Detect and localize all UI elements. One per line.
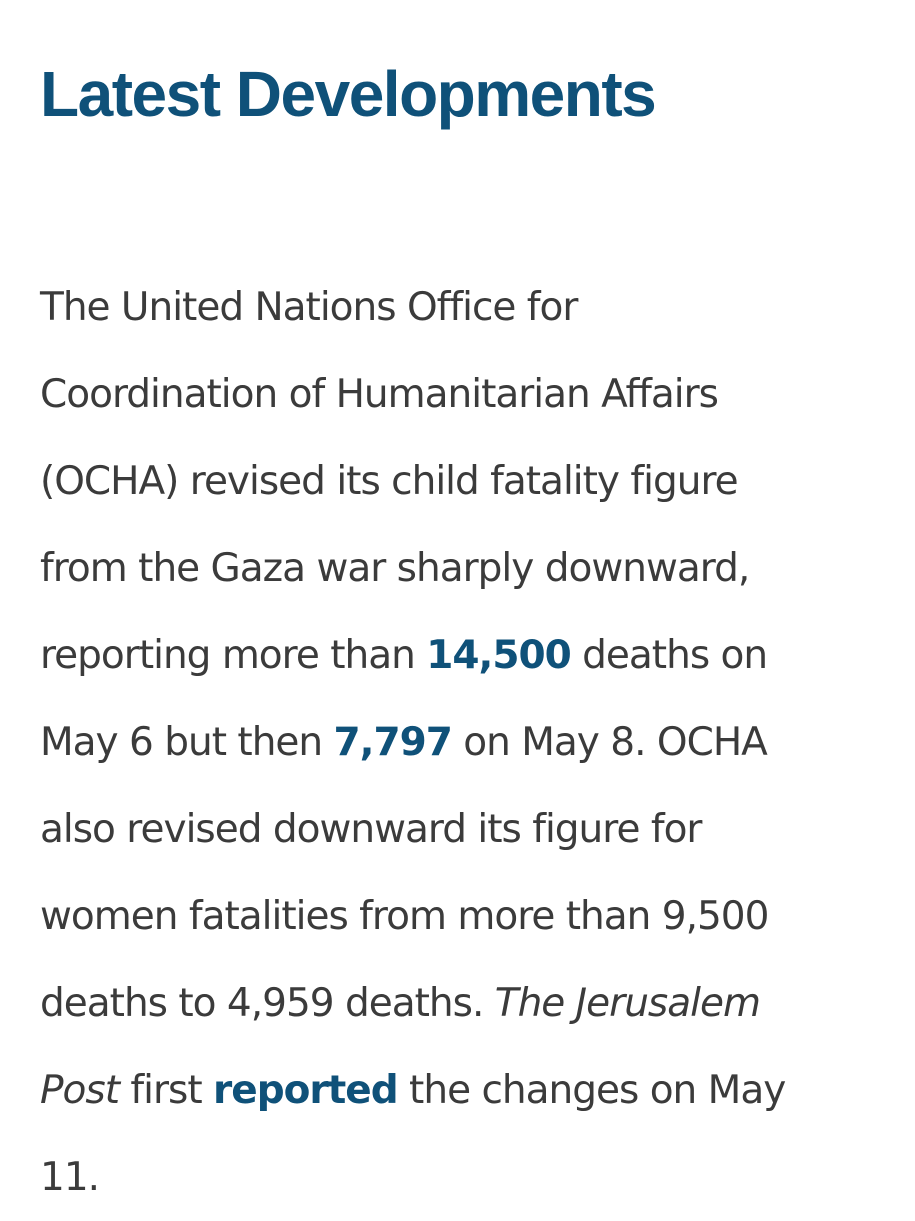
- text-segment: the changes on May: [397, 1068, 786, 1113]
- child-fatality-figure-revised: 7,797: [333, 720, 452, 765]
- text-segment: on May 8. OCHA: [451, 720, 767, 765]
- child-fatality-figure-original: 14,500: [426, 633, 571, 678]
- text-segment: May 6 but then: [40, 720, 334, 765]
- reported-link[interactable]: reported: [213, 1068, 398, 1113]
- text-line: [40, 699, 875, 786]
- text-line: [40, 1047, 875, 1134]
- text-segment: deaths to 4,959 deaths.: [40, 981, 495, 1026]
- text-line: The United Nations Office for: [40, 285, 578, 330]
- text-segment: first: [119, 1068, 214, 1113]
- text-line: also revised downward its figure for: [40, 807, 702, 852]
- publication-name: Post: [40, 1068, 119, 1113]
- text-segment: reporting more than: [40, 633, 427, 678]
- text-segment: deaths on: [570, 633, 768, 678]
- text-line: Coordination of Humanitarian Affairs: [40, 372, 718, 417]
- text-line: from the Gaza war sharply downward,: [40, 546, 750, 591]
- text-line: 11.: [40, 1155, 100, 1200]
- text-line: [40, 960, 875, 1047]
- article-paragraph: [40, 264, 875, 1221]
- text-line: [40, 612, 875, 699]
- text-line: women fatalities from more than 9,500: [40, 894, 769, 939]
- page-title: Latest Developments: [40, 58, 656, 130]
- publication-name: The Jerusalem: [494, 981, 760, 1026]
- text-line: (OCHA) revised its child fatality figure: [40, 459, 738, 504]
